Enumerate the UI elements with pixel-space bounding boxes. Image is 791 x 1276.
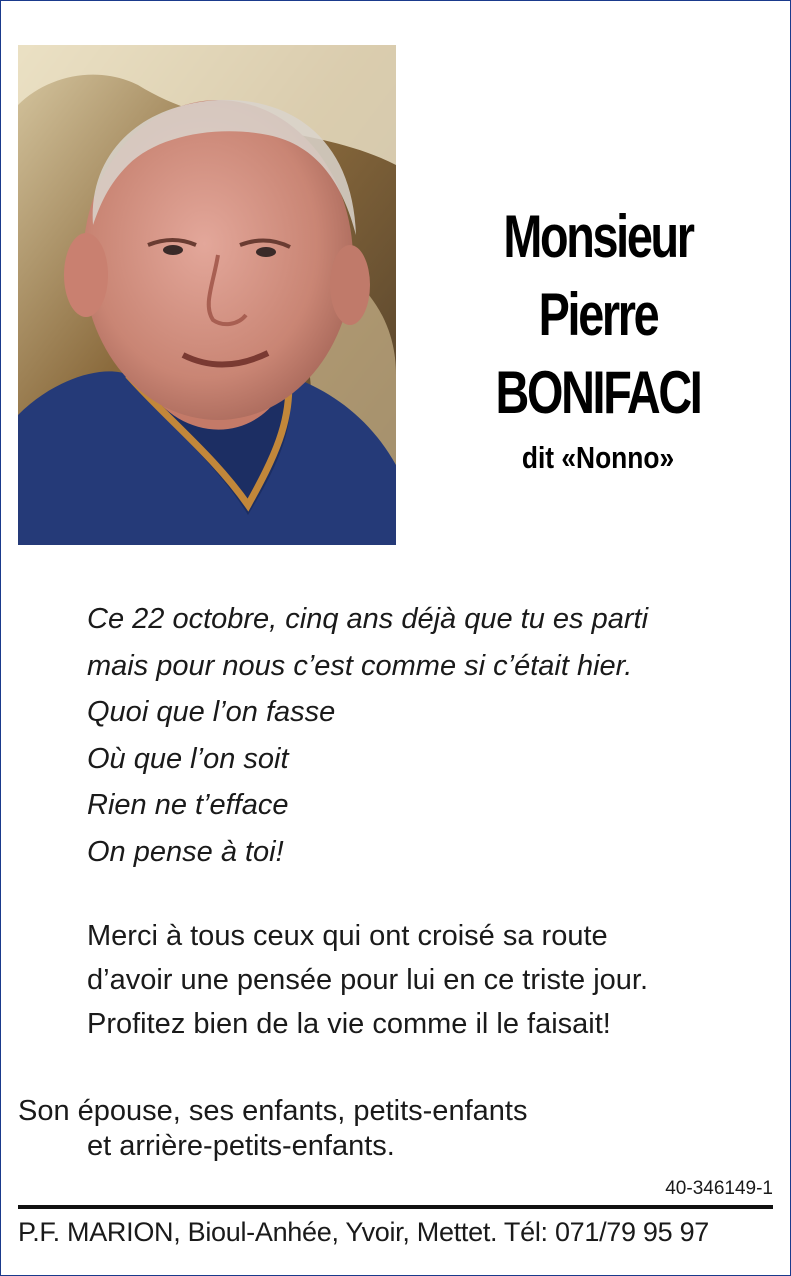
poem-line: Quoi que l’on fasse <box>87 696 336 728</box>
family-line-2: et arrière-petits-enfants. <box>87 1130 395 1162</box>
title-monsieur: Monsieur <box>503 203 693 270</box>
family-line-1: Son épouse, ses enfants, petits-enfants <box>18 1095 528 1127</box>
last-name: BONIFACI <box>495 359 701 426</box>
poem-line: mais pour nous c’est comme si c’était hier. <box>87 649 633 682</box>
thanks-text <box>87 914 648 1046</box>
thanks-line: d’avoir une pensée pour lui en ce triste jour. <box>87 964 649 996</box>
funeral-home-footer: P.F. MARION, Bioul-Anhée, Yvoir, Mettet. Tél: 071/79 95 97 <box>18 1217 709 1247</box>
portrait-photo <box>18 45 396 545</box>
poem-line: Rien ne t’efface <box>87 789 289 821</box>
first-name: Pierre <box>538 281 658 348</box>
deceased-name-block <box>430 198 766 478</box>
thanks-line: Profitez bien de la vie comme il le faisait! <box>87 1008 611 1040</box>
poem-text <box>87 596 648 875</box>
family-signature <box>18 1094 527 1164</box>
portrait-image <box>18 45 396 545</box>
footer-divider <box>18 1205 773 1209</box>
poem-line: Où que l’on soit <box>87 742 289 775</box>
poem-line: Ce 22 octobre, cinq ans déjà que tu es parti <box>87 603 649 635</box>
poem-line: On pense à toi! <box>87 835 284 868</box>
thanks-line: Merci à tous ceux qui ont croisé sa route <box>87 920 608 952</box>
reference-number: 40-346149-1 <box>665 1178 773 1199</box>
nickname: dit «Nonno» <box>521 440 675 475</box>
